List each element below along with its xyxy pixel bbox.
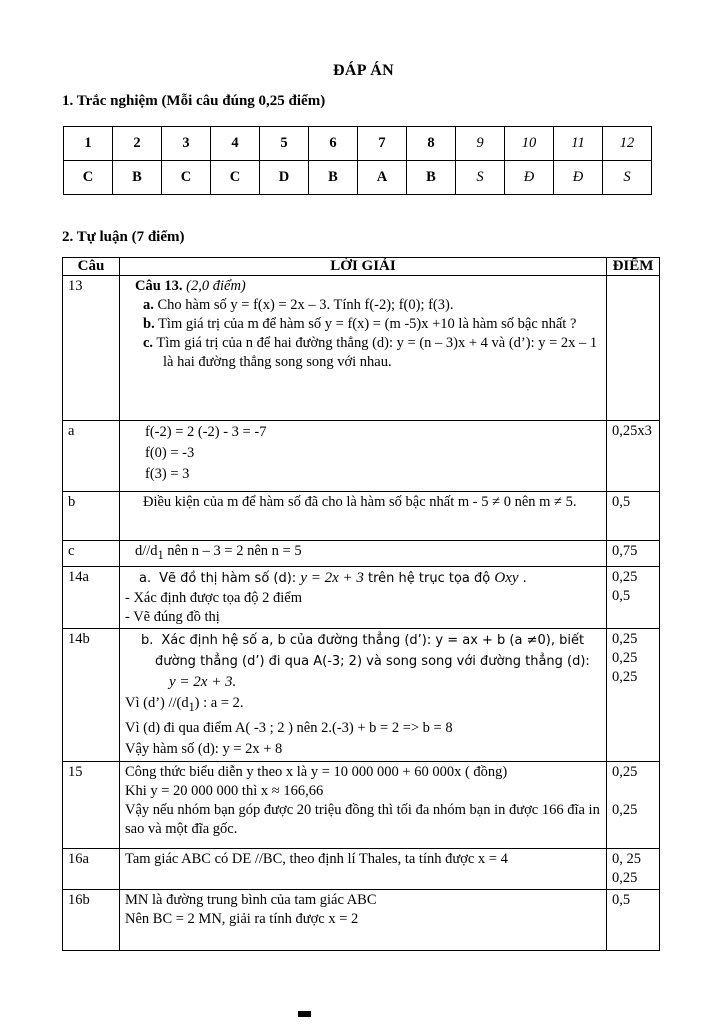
- mc-number-cell: 6: [309, 127, 358, 161]
- solution-cell: [120, 566, 607, 628]
- diem-value: 0,25: [612, 568, 638, 585]
- cau-cell: 14b: [63, 628, 120, 761]
- essay-row-13: [63, 276, 660, 421]
- cau-cell: a: [63, 421, 120, 492]
- solution-text: Vì (d’) //(d: [125, 694, 189, 711]
- subscript: 1: [188, 699, 195, 714]
- mc-number-cell: 11: [554, 127, 603, 161]
- solution-cell: [120, 492, 607, 541]
- essay-header-row: [63, 258, 660, 276]
- item-label: c.: [143, 335, 154, 351]
- mc-answer-cell: Đ: [554, 161, 603, 195]
- solution-line: - Xác định được tọa độ 2 điểm: [125, 589, 302, 606]
- solution-line: Công thức biểu diễn y theo x là y = 10 000 000 + 60 000x ( đồng): [125, 763, 508, 780]
- solution-line: Nên BC = 2 MN, giải ra tính được x = 2: [125, 910, 359, 927]
- diem-value: 0,25: [612, 630, 638, 647]
- section1-heading: 1. Trắc nghiệm (Mỗi câu đúng 0,25 điểm): [62, 93, 326, 109]
- problem-item-c: [125, 334, 601, 372]
- diem-cell: 0,5: [607, 889, 660, 950]
- header-diem: ĐIỂM: [607, 258, 660, 276]
- diem-cell: 0,75: [607, 541, 660, 567]
- header-cau: Câu: [63, 258, 120, 276]
- diem-cell: [607, 848, 660, 889]
- cau-cell: 13: [63, 276, 120, 421]
- math-expression: y = 2x + 3: [300, 569, 364, 586]
- essay-row-16b: [63, 889, 660, 950]
- solution-line: [125, 568, 601, 589]
- header-loi-giai: LỜI GIẢI: [120, 258, 607, 276]
- mc-answer-cell: B: [407, 161, 456, 195]
- solution-text: d//d: [135, 543, 158, 559]
- solution-line: [125, 542, 601, 565]
- diem-value: 0, 25: [612, 850, 641, 867]
- solution-line: Vậy nếu nhóm bạn góp được 20 triệu đồng thì tối đa nhóm bạn in được 166 đĩa in sao và một đĩa gốc.: [125, 801, 600, 837]
- diem-cell: [607, 628, 660, 761]
- multiple-choice-table: [63, 126, 652, 195]
- subscript: 1: [157, 547, 164, 562]
- solution-cell: [120, 889, 607, 950]
- solution-text: ) : a = 2.: [194, 694, 244, 711]
- solution-line: - Vẽ đúng đồ thị: [125, 608, 220, 625]
- mc-number-cell: 10: [505, 127, 554, 161]
- solution-cell: [120, 421, 607, 492]
- cau-cell: b: [63, 492, 120, 541]
- solution-text: nên n – 3 = 2 nên n = 5: [163, 543, 302, 559]
- solution-line: MN là đường trung bình của tam giác ABC: [125, 891, 377, 908]
- item-text: Cho hàm số y = f(x) = 2x – 3. Tính f(-2); f(0); f(3).: [153, 297, 454, 313]
- item-text: Tìm giá trị của m để hàm số y = f(x) = (m -5)x +10 là hàm số bậc nhất ?: [154, 316, 577, 332]
- diem-value: 0,25: [612, 869, 638, 886]
- diem-value: 0,5: [612, 587, 631, 604]
- page-title: ĐÁP ÁN: [333, 62, 394, 79]
- mc-answer-cell: C: [162, 161, 211, 195]
- page-footer-mark: [298, 1011, 311, 1017]
- solution-line: Vì (d) đi qua điểm A( -3 ; 2 ) nên 2.(-3) + b = 2 => b = 8: [125, 719, 453, 736]
- solution-line: Điều kiện của m để hàm số đã cho là hàm số bậc nhất m - 5 ≠ 0 nên m ≠ 5.: [143, 494, 577, 510]
- mc-number-cell: 8: [407, 127, 456, 161]
- mc-answer-cell: C: [211, 161, 260, 195]
- diem-cell: [607, 566, 660, 628]
- solution-cell: [120, 276, 607, 421]
- diem-value: 0,25: [612, 668, 638, 685]
- mc-number-cell: 1: [64, 127, 113, 161]
- solution-line: [125, 672, 601, 693]
- problem-item-b: [125, 315, 601, 334]
- solution-text: .: [518, 570, 527, 586]
- mc-answer-cell: D: [260, 161, 309, 195]
- solution-line: [125, 693, 601, 718]
- diem-cell: [607, 276, 660, 421]
- essay-row-14a: [63, 566, 660, 628]
- mc-number-cell: 4: [211, 127, 260, 161]
- essay-table: [62, 257, 660, 951]
- mc-number-cell: 2: [113, 127, 162, 161]
- essay-row-15: [63, 761, 660, 848]
- item-text: Tìm giá trị của n để hai đường thẳng (d): y = (n – 3)x + 4 và (d’): y = 2x – 1 là hai đường thẳng song song với nhau.: [153, 335, 598, 370]
- diem-value: 0,25: [612, 763, 638, 780]
- essay-row-b: [63, 492, 660, 541]
- problem-item-a: [125, 296, 601, 315]
- diem-value: 0,25: [612, 801, 638, 818]
- problem-points: (2,0 điểm): [182, 278, 246, 294]
- solution-line: đường thẳng (d’) đi qua A(-3; 2) và song song với đường thẳng (d):: [155, 653, 590, 669]
- essay-row-16a: [63, 848, 660, 889]
- solution-text: Xác định hệ số a, b của đường thẳng (d’): y = ax + b (a ≠0), biết: [161, 632, 585, 648]
- mc-answer-cell: C: [64, 161, 113, 195]
- solution-line: Vậy hàm số (d): y = 2x + 8: [125, 740, 283, 757]
- solution-line: f(-2) = 2 (-2) - 3 = -7: [145, 424, 267, 440]
- essay-row-a: [63, 421, 660, 492]
- mc-answer-cell: B: [309, 161, 358, 195]
- section2-heading: 2. Tự luận (7 điểm): [62, 229, 185, 245]
- mc-answer-cell: Đ: [505, 161, 554, 195]
- cau-cell: 15: [63, 761, 120, 848]
- mc-answer-row: [64, 161, 652, 195]
- mc-answer-cell: A: [358, 161, 407, 195]
- mc-answer-cell: B: [113, 161, 162, 195]
- solution-cell: [120, 628, 607, 761]
- diem-cell: 0,5: [607, 492, 660, 541]
- mc-number-cell: 12: [603, 127, 652, 161]
- solution-cell: [120, 848, 607, 889]
- solution-cell: [120, 761, 607, 848]
- mc-answer-cell: S: [603, 161, 652, 195]
- cau-cell: 16a: [63, 848, 120, 889]
- mc-number-cell: 5: [260, 127, 309, 161]
- mc-answer-cell: S: [456, 161, 505, 195]
- item-label: b.: [141, 632, 154, 648]
- cau-cell: c: [63, 541, 120, 567]
- solution-cell: [120, 541, 607, 567]
- cau-cell: 16b: [63, 889, 120, 950]
- solution-text: Vẽ đồ thị hàm số (d):: [159, 570, 301, 586]
- solution-text: trên hệ trục tọa độ: [363, 570, 495, 586]
- solution-line: f(3) = 3: [145, 466, 190, 482]
- solution-line: f(0) = -3: [145, 445, 195, 461]
- item-label: a.: [139, 570, 152, 586]
- diem-cell: [607, 761, 660, 848]
- solution-line: Tam giác ABC có DE //BC, theo định lí Thales, ta tính được x = 4: [125, 850, 508, 867]
- diem-cell: 0,25x3: [607, 421, 660, 492]
- solution-line: [125, 630, 601, 651]
- mc-number-cell: 3: [162, 127, 211, 161]
- math-expression: Oxy: [494, 569, 519, 586]
- essay-row-14b: [63, 628, 660, 761]
- mc-number-row: [64, 127, 652, 161]
- diem-value: 0,25: [612, 649, 638, 666]
- mc-number-cell: 7: [358, 127, 407, 161]
- math-expression: y = 2x + 3.: [169, 673, 237, 690]
- essay-row-c: [63, 541, 660, 567]
- solution-line: Khi y = 20 000 000 thì x ≈ 166,66: [125, 782, 324, 799]
- item-label: b.: [143, 316, 155, 332]
- problem-title: [125, 277, 601, 296]
- item-label: a.: [143, 297, 154, 313]
- cau-cell: 14a: [63, 566, 120, 628]
- mc-number-cell: 9: [456, 127, 505, 161]
- problem-number: Câu 13.: [135, 278, 183, 294]
